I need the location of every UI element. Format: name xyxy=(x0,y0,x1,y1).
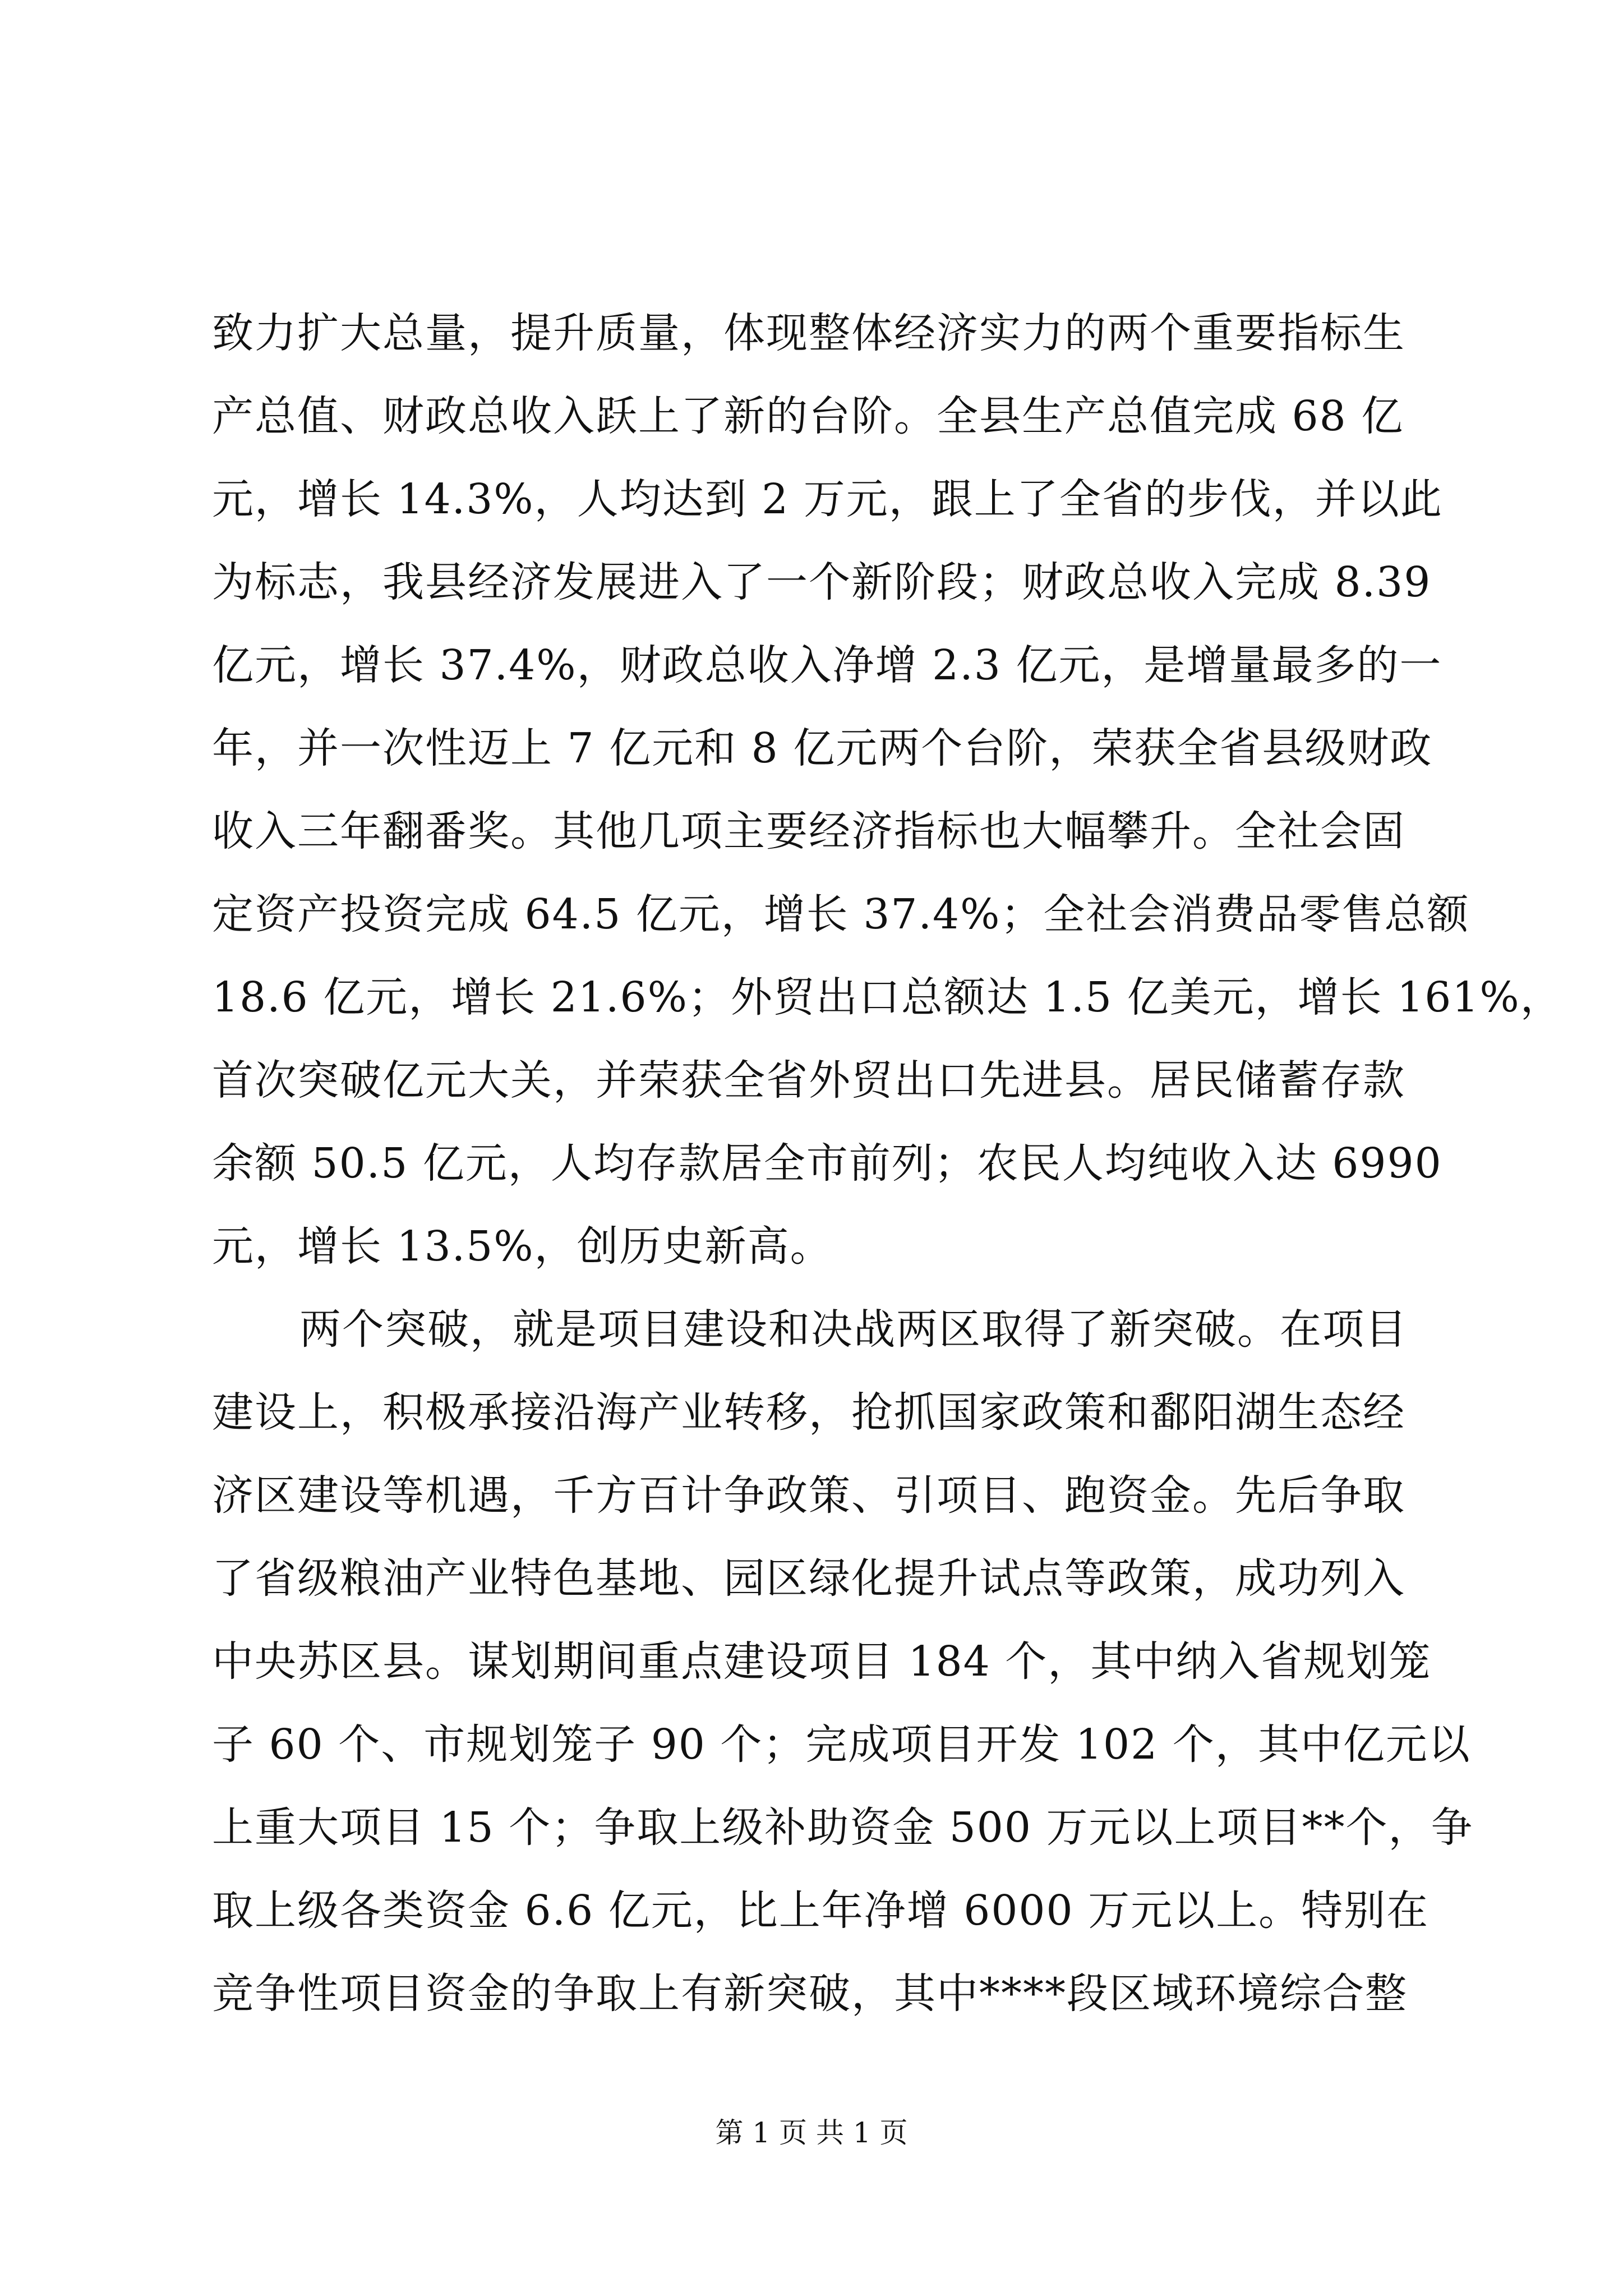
text-line: 中央苏区县。谋划期间重点建设项目 184 个，其中纳入省规划笼 xyxy=(212,1637,1432,1686)
text-line: 18.6 亿元，增长 21.6%；外贸出口总额达 1.5 亿美元，增长 161%， xyxy=(212,973,1563,1022)
text-line: 取上级各类资金 6.6 亿元，比上年净增 6000 万元以上。特别在 xyxy=(212,1887,1430,1935)
text-line: 年，并一次性迈上 7 亿元和 8 亿元两个台阶，荣获全省县级财政 xyxy=(212,724,1433,772)
text-line: 首次突破亿元大关，并荣获全省外贸出口先进县。居民储蓄存款 xyxy=(212,1056,1405,1105)
text-line: 上重大项目 15 个；争取上级补助资金 500 万元以上项目**个，争 xyxy=(212,1803,1474,1852)
text-line: 子 60 个、市规划笼子 90 个；完成项目开发 102 个，其中亿元以 xyxy=(212,1720,1471,1769)
text-line: 元，增长 13.5%，创历史新高。 xyxy=(212,1222,833,1271)
text-line: 产总值、财政总收入跃上了新的台阶。全县生产总值完成 68 亿 xyxy=(212,392,1404,440)
text-line: 收入三年翻番奖。其他几项主要经济指标也大幅攀升。全社会固 xyxy=(212,807,1405,855)
text-line: 建设上，积极承接沿海产业转移，抢抓国家政策和鄱阳湖生态经 xyxy=(212,1388,1405,1437)
text-line: 定资产投资完成 64.5 亿元，增长 37.4%；全社会消费品零售总额 xyxy=(212,890,1470,938)
text-line: 了省级粮油产业特色基地、园区绿化提升试点等政策，成功列入 xyxy=(212,1554,1405,1603)
paragraph-start-line: 两个突破，就是项目建设和决战两区取得了新突破。在项目 xyxy=(299,1305,1408,1354)
text-line: 余额 50.5 亿元，人均存款居全市前列；农民人均纯收入达 6990 xyxy=(212,1139,1442,1188)
text-line: 元，增长 14.3%，人均达到 2 万元，跟上了全省的步伐，并以此 xyxy=(212,475,1443,523)
text-line: 致力扩大总量，提升质量，体现整体经济实力的两个重要指标生 xyxy=(212,309,1405,357)
page-footer: 第 1 页 共 1 页 xyxy=(715,2116,908,2149)
text-line: 为标志，我县经济发展进入了一个新阶段；财政总收入完成 8.39 xyxy=(212,558,1432,606)
document-body xyxy=(212,292,1563,2035)
text-line: 亿元，增长 37.4%，财政总收入净增 2.3 亿元，是增量最多的一 xyxy=(212,641,1442,689)
text-line: 济区建设等机遇，千方百计争政策、引项目、跑资金。先后争取 xyxy=(212,1471,1405,1520)
text-line: 竞争性项目资金的争取上有新突破，其中****段区域环境综合整 xyxy=(212,1970,1408,2018)
